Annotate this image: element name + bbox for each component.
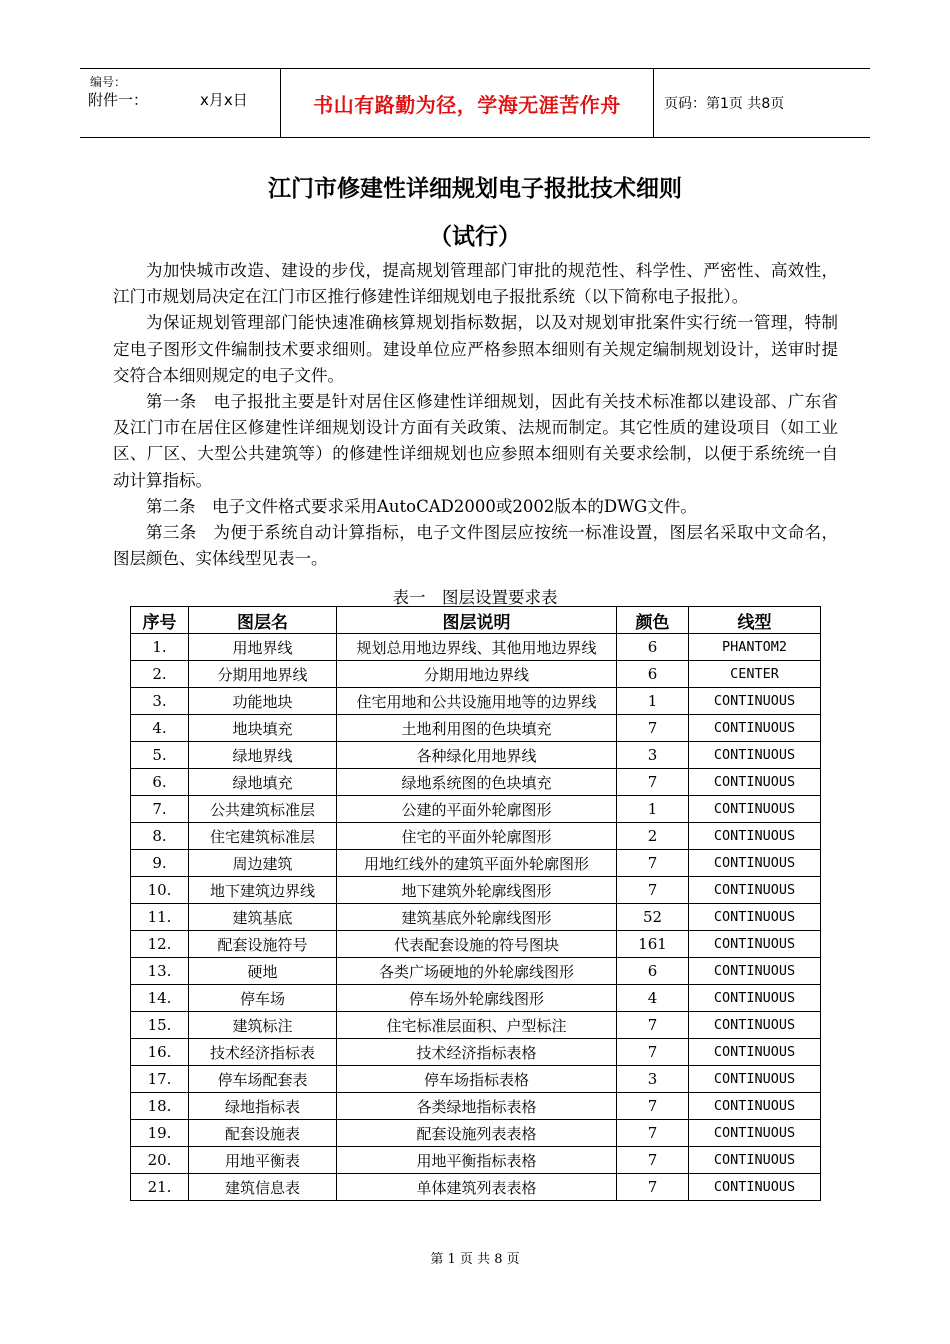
column-header: 图层名 <box>189 607 337 634</box>
row-number-cell: 1. <box>131 634 189 661</box>
row-number-cell: 21. <box>131 1174 189 1201</box>
line-type-cell: CONTINUOUS <box>689 931 821 958</box>
row-number-cell: 8. <box>131 823 189 850</box>
header-page-info: 页码：第1页 共8页 <box>664 96 785 112</box>
paragraph: 第三条 为便于系统自动计算指标，电子文件图层应按统一标准设置，图层名采取中文命名，图层颜色、实体线型见表一。 <box>113 523 838 569</box>
row-number-cell: 13. <box>131 958 189 985</box>
row-number-cell: 5. <box>131 742 189 769</box>
layer-color-cell: 6 <box>617 661 689 688</box>
table-row <box>131 1120 821 1147</box>
paragraph: 为加快城市改造、建设的步伐，提高规划管理部门审批的规范性、科学性、严密性、高效性，江门市规划局决定在江门市区推行修建性详细规划电子报批系统（以下简称电子报批）。 <box>113 261 838 307</box>
layer-name-cell: 功能地块 <box>189 688 337 715</box>
paragraph: 第二条 电子文件格式要求采用AutoCAD2000或2002版本的DWG文件。 <box>146 496 697 516</box>
table-row <box>131 1174 821 1201</box>
line-type-cell: CONTINUOUS <box>689 1093 821 1120</box>
layer-description-cell: 用地红线外的建筑平面外轮廓图形 <box>337 850 617 877</box>
layer-description-cell: 地下建筑外轮廓线图形 <box>337 877 617 904</box>
table-row <box>131 1147 821 1174</box>
row-number-cell: 18. <box>131 1093 189 1120</box>
layer-name-cell: 技术经济指标表 <box>189 1039 337 1066</box>
line-type-cell: CONTINUOUS <box>689 823 821 850</box>
layer-description-cell: 绿地系统图的色块填充 <box>337 769 617 796</box>
layer-color-cell: 52 <box>617 904 689 931</box>
table-row <box>131 1012 821 1039</box>
table-row <box>131 931 821 958</box>
header-date: x月x日 <box>200 91 248 109</box>
table-row <box>131 850 821 877</box>
layer-color-cell: 7 <box>617 1012 689 1039</box>
layer-name-cell: 用地平衡表 <box>189 1147 337 1174</box>
row-number-cell: 7. <box>131 796 189 823</box>
row-number-cell: 16. <box>131 1039 189 1066</box>
row-number-cell: 14. <box>131 985 189 1012</box>
column-header: 线型 <box>689 607 821 634</box>
line-type-cell: CONTINUOUS <box>689 742 821 769</box>
row-number-cell: 11. <box>131 904 189 931</box>
body-text <box>113 258 838 572</box>
layer-name-cell: 地下建筑边界线 <box>189 877 337 904</box>
layer-color-cell: 7 <box>617 715 689 742</box>
line-type-cell: CONTINUOUS <box>689 1066 821 1093</box>
line-type-cell: CONTINUOUS <box>689 1147 821 1174</box>
layer-name-cell: 建筑信息表 <box>189 1174 337 1201</box>
line-type-cell: PHANTOM2 <box>689 634 821 661</box>
paragraph: 为保证规划管理部门能快速准确核算规划指标数据，以及对规划审批案件实行统一管理，特制定电子图形文件编制技术要求细则。建设单位应严格参照本细则有关规定编制规划设计，送审时提交符合本细则规定的电子文件。 <box>113 313 838 385</box>
row-number-cell: 15. <box>131 1012 189 1039</box>
row-number-cell: 17. <box>131 1066 189 1093</box>
layer-name-cell: 硬地 <box>189 958 337 985</box>
layer-color-cell: 6 <box>617 634 689 661</box>
column-header: 图层说明 <box>337 607 617 634</box>
table-row <box>131 1093 821 1120</box>
column-header: 序号 <box>131 607 189 634</box>
line-type-cell: CONTINUOUS <box>689 1120 821 1147</box>
layer-description-cell: 建筑基底外轮廓线图形 <box>337 904 617 931</box>
layer-color-cell: 7 <box>617 850 689 877</box>
layer-description-cell: 住宅用地和公共设施用地等的边界线 <box>337 688 617 715</box>
layer-description-cell: 用地平衡指标表格 <box>337 1147 617 1174</box>
table-row <box>131 769 821 796</box>
layer-color-cell: 6 <box>617 958 689 985</box>
layer-name-cell: 分期用地界线 <box>189 661 337 688</box>
layer-color-cell: 7 <box>617 1174 689 1201</box>
layer-name-cell: 住宅建筑标准层 <box>189 823 337 850</box>
layer-name-cell: 绿地界线 <box>189 742 337 769</box>
header-motto-cell <box>280 69 654 137</box>
table-row <box>131 985 821 1012</box>
layer-color-cell: 1 <box>617 688 689 715</box>
line-type-cell: CONTINUOUS <box>689 1174 821 1201</box>
layer-color-cell: 7 <box>617 1147 689 1174</box>
layer-description-cell: 土地利用图的色块填充 <box>337 715 617 742</box>
line-type-cell: CONTINUOUS <box>689 985 821 1012</box>
layer-color-cell: 161 <box>617 931 689 958</box>
column-header: 颜色 <box>617 607 689 634</box>
layer-color-cell: 3 <box>617 742 689 769</box>
table-row <box>131 904 821 931</box>
line-type-cell: CONTINUOUS <box>689 688 821 715</box>
header-motto: 书山有路勤为径，学海无涯苦作舟 <box>313 92 621 117</box>
row-number-cell: 4. <box>131 715 189 742</box>
layer-name-cell: 建筑基底 <box>189 904 337 931</box>
line-type-cell: CONTINUOUS <box>689 958 821 985</box>
line-type-cell: CONTINUOUS <box>689 1012 821 1039</box>
header-left-cell <box>80 69 280 137</box>
layer-name-cell: 绿地填充 <box>189 769 337 796</box>
layer-name-cell: 绿地指标表 <box>189 1093 337 1120</box>
line-type-cell: CONTINUOUS <box>689 877 821 904</box>
line-type-cell: CONTINUOUS <box>689 1039 821 1066</box>
code-label: 编号： <box>90 75 127 89</box>
layer-color-cell: 3 <box>617 1066 689 1093</box>
table-caption: 表一 图层设置要求表 <box>392 588 558 607</box>
layer-color-cell: 7 <box>617 1039 689 1066</box>
layer-settings-table <box>130 606 821 1201</box>
table-row <box>131 1066 821 1093</box>
table-row <box>131 661 821 688</box>
layer-name-cell: 停车场 <box>189 985 337 1012</box>
table-row <box>131 877 821 904</box>
layer-description-cell: 各类绿地指标表格 <box>337 1093 617 1120</box>
table-row <box>131 796 821 823</box>
line-type-cell: CONTINUOUS <box>689 769 821 796</box>
layer-description-cell: 分期用地边界线 <box>337 661 617 688</box>
layer-color-cell: 7 <box>617 877 689 904</box>
layer-description-cell: 公建的平面外轮廓图形 <box>337 796 617 823</box>
layer-description-cell: 各类广场硬地的外轮廓线图形 <box>337 958 617 985</box>
row-number-cell: 3. <box>131 688 189 715</box>
row-number-cell: 12. <box>131 931 189 958</box>
paragraph: 第一条 电子报批主要是针对居住区修建性详细规划，因此有关技术标准都以建设部、广东省及江门市在居住区修建性详细规划设计方面有关政策、法规而制定。其它性质的建设项目（如工业区、厂区、大型公共建筑等）的修建性详细规划也应参照本细则有关要求绘制，以便于系统统一自动计算指标。 <box>113 392 838 490</box>
row-number-cell: 20. <box>131 1147 189 1174</box>
layer-color-cell: 7 <box>617 769 689 796</box>
layer-description-cell: 代表配套设施的符号图块 <box>337 931 617 958</box>
document-subtitle: （试行） <box>429 224 521 250</box>
line-type-cell: CONTINUOUS <box>689 715 821 742</box>
row-number-cell: 6. <box>131 769 189 796</box>
layer-description-cell: 单体建筑列表表格 <box>337 1174 617 1201</box>
table-row <box>131 958 821 985</box>
row-number-cell: 19. <box>131 1120 189 1147</box>
line-type-cell: CONTINUOUS <box>689 796 821 823</box>
layer-color-cell: 4 <box>617 985 689 1012</box>
line-type-cell: CONTINUOUS <box>689 904 821 931</box>
table-row <box>131 634 821 661</box>
layer-description-cell: 停车场指标表格 <box>337 1066 617 1093</box>
layer-name-cell: 建筑标注 <box>189 1012 337 1039</box>
line-type-cell: CONTINUOUS <box>689 850 821 877</box>
layer-color-cell: 7 <box>617 1093 689 1120</box>
layer-name-cell: 周边建筑 <box>189 850 337 877</box>
layer-color-cell: 7 <box>617 1120 689 1147</box>
layer-name-cell: 地块填充 <box>189 715 337 742</box>
table-row <box>131 688 821 715</box>
table-row <box>131 823 821 850</box>
row-number-cell: 9. <box>131 850 189 877</box>
layer-description-cell: 规划总用地边界线、其他用地边界线 <box>337 634 617 661</box>
layer-description-cell: 住宅标准层面积、户型标注 <box>337 1012 617 1039</box>
layer-name-cell: 配套设施符号 <box>189 931 337 958</box>
table-row <box>131 1039 821 1066</box>
layer-name-cell: 用地界线 <box>189 634 337 661</box>
layer-name-cell: 公共建筑标准层 <box>189 796 337 823</box>
header-page-info-cell <box>654 69 870 137</box>
layer-description-cell: 各种绿化用地界线 <box>337 742 617 769</box>
layer-description-cell: 停车场外轮廓线图形 <box>337 985 617 1012</box>
page-footer: 第 1 页 共 8 页 <box>430 1252 520 1267</box>
line-type-cell: CENTER <box>689 661 821 688</box>
page-header <box>80 68 870 138</box>
table-header-row <box>131 607 821 634</box>
layer-name-cell: 配套设施表 <box>189 1120 337 1147</box>
layer-description-cell: 住宅的平面外轮廓图形 <box>337 823 617 850</box>
document-title: 江门市修建性详细规划电子报批技术细则 <box>268 176 682 202</box>
layer-description-cell: 技术经济指标表格 <box>337 1039 617 1066</box>
layer-color-cell: 1 <box>617 796 689 823</box>
table-row <box>131 715 821 742</box>
row-number-cell: 2. <box>131 661 189 688</box>
table-row <box>131 742 821 769</box>
layer-description-cell: 配套设施列表表格 <box>337 1120 617 1147</box>
layer-color-cell: 2 <box>617 823 689 850</box>
row-number-cell: 10. <box>131 877 189 904</box>
attachment-label: 附件一： <box>88 91 149 109</box>
layer-name-cell: 停车场配套表 <box>189 1066 337 1093</box>
